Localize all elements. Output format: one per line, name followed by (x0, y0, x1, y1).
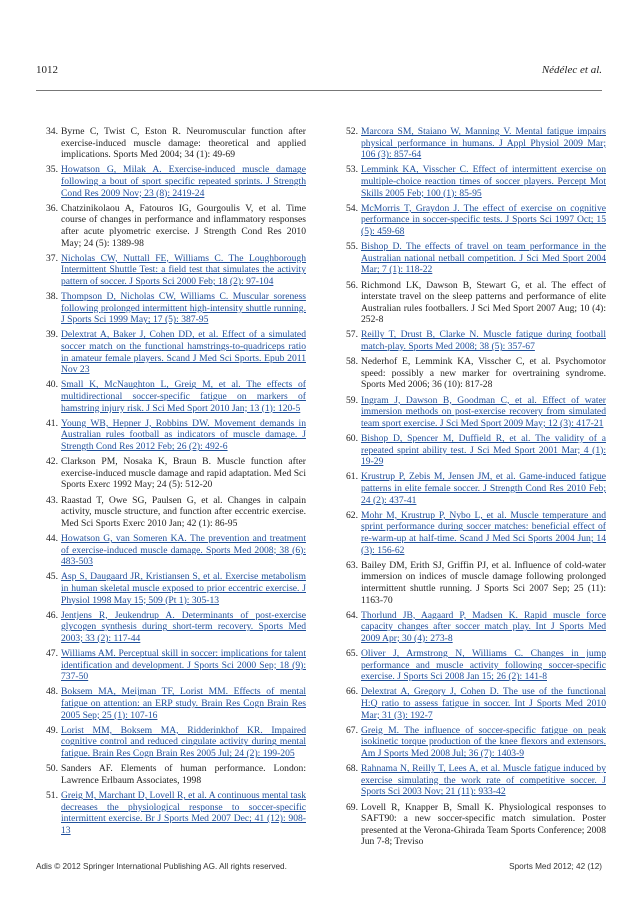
reference-number: 66. (346, 686, 358, 698)
reference-link[interactable]: Rahnama N, Reilly T, Lees A, et al. Muscle fatigue induced by exercise simulating the work rate of competitive soccer. J Sports Sci 2003 Nov; 21 (11): 933-42 (361, 763, 606, 798)
reference-item[interactable] (336, 203, 606, 238)
reference-number: 49. (46, 724, 58, 736)
reference-item[interactable] (336, 471, 606, 506)
reference-link[interactable]: Young WB, Hepner J, Robbins DW. Movement demands in Australian rules football as indicators of muscle damage. J Strength Cond Res 2012 Feb; 26 (2): 492-6 (61, 417, 306, 452)
reference-item[interactable] (36, 418, 306, 453)
reference-number: 69. (346, 801, 358, 813)
reference-item[interactable] (336, 395, 606, 430)
reference-item (36, 203, 306, 249)
reference-item[interactable] (36, 686, 306, 721)
reference-number: 54. (346, 202, 358, 214)
reference-link[interactable]: Asp S, Daugaard JR, Kristiansen S, et al. Exercise metabolism in human skeletal muscle exposed to prior eccentric exercise. J Physiol 1998 May 15; 509 (Pt 1): 305-13 (61, 571, 306, 606)
reference-number: 44. (46, 532, 58, 544)
reference-item[interactable] (336, 164, 606, 199)
reference-item[interactable] (336, 648, 606, 683)
reference-item[interactable] (336, 126, 606, 161)
reference-link[interactable]: McMorris T, Graydon J. The effect of exercise on cognitive performance in soccer-specific tests. J Sports Sci 1997 Oct; 15 (5): 459-68 (361, 202, 606, 237)
reference-number: 60. (346, 433, 358, 444)
reference-text: Byrne C, Twist C, Eston R. Neuromuscular function after exercise-induced muscle damage: theoretical and applied implications. Sports Med 2004; 34 (1): 49-69 (61, 126, 306, 161)
reference-link[interactable]: Thompson D, Nicholas CW, Williams C. Muscular soreness following prolonged intermittent high-intensity shuttle running. J Sports Sci 1999 May; 17 (5): 387-95 (61, 291, 306, 326)
reference-number: 47. (46, 648, 58, 660)
reference-item (336, 356, 606, 391)
reference-number: 59. (346, 394, 358, 406)
reference-number: 34. (46, 126, 58, 137)
reference-number: 43. (46, 494, 58, 506)
reference-text: Richmond LK, Dawson B, Stewart G, et al. The effect of interstate travel on the sleep patterns and performance of elite Australian rules footballers. J Sci Med Sport 2007 Aug; 10 (4): 252-8 (361, 279, 606, 326)
reference-item[interactable] (336, 725, 606, 760)
reference-link[interactable]: Lemmink KA, Visscher C. Effect of intermittent exercise on multiple-choice reaction times of soccer players. Percept Mot Skills 2005 Feb; 100 (1): 85-95 (361, 164, 606, 199)
reference-link[interactable]: Howatson G, van Someren KA. The prevention and treatment of exercise-induced muscle damage. Sports Med 2008; 38 (6): 483-503 (61, 532, 306, 568)
reference-number: 55. (346, 241, 358, 253)
reference-number: 48. (46, 686, 58, 698)
page-header (36, 64, 602, 82)
reference-number: 51. (46, 789, 58, 801)
reference-item[interactable] (36, 790, 306, 836)
reference-text: Chatzinikolaou A, Fatouros IG, Gourgoulis V, et al. Time course of changes in performance and inflammatory responses after acute plyometric exercise. J Strength Cond Res 2010 May; 24 (5): 1389-98 (61, 202, 306, 249)
reference-item[interactable] (336, 241, 606, 276)
reference-link[interactable]: Bishop D, Spencer M, Duffield R, et al. The validity of a repeated sprint ability test. J Sci Med Sport 2001 Mar; 4 (1): 19-29 (361, 433, 606, 468)
reference-link[interactable]: Marcora SM, Staiano W, Manning V. Mental fatigue impairs physical performance in humans. J Appl Physiol 2009 Mar; 106 (3): 857-64 (361, 126, 606, 161)
reference-item[interactable] (36, 648, 306, 683)
reference-number: 38. (46, 291, 58, 303)
journal-citation: Sports Med 2012; 42 (12) (509, 862, 602, 871)
references-right-column (336, 126, 606, 852)
reference-link[interactable]: Greig M, Marchant D, Lovell R, et al. A continuous mental task decreases the physiological response to soccer-specific intermittent exercise. Br J Sports Med 2007 Dec; 41 (12): 908-13 (61, 789, 306, 836)
reference-item[interactable] (36, 725, 306, 760)
reference-number: 50. (46, 763, 58, 775)
reference-item[interactable] (336, 610, 606, 645)
reference-item[interactable] (336, 433, 606, 468)
reference-text: Nederhof E, Lemmink KA, Visscher C, et al. Psychomotor speed: possibly a new marker for overtraining syndrome. Sports Med 2006; 36 (10): 817-28 (361, 356, 606, 391)
reference-link[interactable]: Mohr M, Krustrup P, Nybo L, et al. Muscle temperature and sprint performance during soccer matches: beneficial effect of re-warm-up at half-time. Scand J Med Sci Sports 2004 Jun; 14 (3): 156-62 (361, 509, 606, 556)
reference-link[interactable]: Nicholas CW, Nuttall FE, Williams C. The Loughborough Intermittent Shuttle Test: a field test that simulates the activity pattern of soccer. J Sports Sci 2000 Feb; 18 (2): 97-104 (61, 252, 306, 287)
reference-text: Lovell R, Knapper B, Small K. Physiological responses to SAFT90: a new soccer-specific match simulation. Poster presented at the Verona-Ghirada Team Sports Conference; 2008 Jun 7-8; Treviso (361, 801, 606, 848)
copyright-notice: Adis © 2012 Springer International Publishing AG. All rights reserved. (36, 862, 287, 871)
reference-item (336, 802, 606, 848)
reference-text: Clarkson PM, Nosaka K, Braun B. Muscle function after exercise-induced muscle damage and rapid adaptation. Med Sci Sports Exerc 1992 May; 24 (5): 512-20 (61, 456, 306, 491)
reference-link[interactable]: Boksem MA, Meijman TF, Lorist MM. Effects of mental fatigue on attention: an ERP study. Brain Res Cogn Brain Res 2005 Sep; 25 (1): 107-16 (61, 686, 306, 721)
reference-number: 41. (46, 417, 58, 429)
reference-item (336, 280, 606, 326)
reference-number: 53. (346, 164, 358, 176)
reference-number: 46. (46, 609, 58, 621)
reference-link[interactable]: Thorlund JB, Aagaard P, Madsen K. Rapid muscle force capacity changes after soccer match play. Int J Sports Med 2009 Apr; 30 (4): 273-8 (361, 609, 606, 644)
reference-item[interactable] (336, 763, 606, 798)
reference-link[interactable]: Delextrat A, Baker J, Cohen DD, et al. Effect of a simulated soccer match on the functional hamstrings-to-quadriceps ratio in amateur female players. Scand J Med Sci Sports. Epub 2011 Nov 23 (61, 329, 306, 376)
reference-number: 35. (46, 164, 58, 176)
reference-item[interactable] (336, 329, 606, 352)
reference-item[interactable] (36, 571, 306, 606)
reference-link[interactable]: Delextrat A, Gregory J, Cohen D. The use of the functional H:Q ratio to assess fatigue in soccer. Int J Sports Med 2010 Mar; 31 (3): 192-7 (361, 686, 606, 721)
reference-text: Bailey DM, Erith SJ, Griffin PJ, et al. Influence of cold-water immersion on indices of muscle damage following prolonged intermittent shuttle running. J Sports Sci 2007 Sep; 25 (11): 1163-70 (361, 559, 606, 606)
reference-item[interactable] (336, 686, 606, 721)
reference-item[interactable] (36, 610, 306, 645)
reference-number: 36. (46, 202, 58, 214)
reference-number: 56. (346, 279, 358, 291)
reference-item[interactable] (36, 253, 306, 288)
reference-number: 68. (346, 763, 358, 775)
reference-item[interactable] (36, 164, 306, 199)
reference-item (36, 763, 306, 786)
reference-number: 52. (346, 126, 358, 137)
reference-number: 40. (46, 379, 58, 391)
reference-item[interactable] (36, 533, 306, 568)
reference-item (36, 495, 306, 530)
reference-number: 61. (346, 471, 358, 483)
reference-item (36, 456, 306, 491)
references-left-column (36, 126, 306, 840)
reference-text: Sanders AF. Elements of human performance. London: Lawrence Erlbaum Associates, 1998 (61, 763, 306, 786)
reference-item[interactable] (36, 329, 306, 375)
reference-number: 62. (346, 509, 358, 521)
reference-item[interactable] (36, 291, 306, 326)
reference-number: 63. (346, 559, 358, 571)
reference-link[interactable]: Oliver J, Armstrong N, Williams C. Changes in jump performance and muscle activity following soccer-specific exercise. J Sports Sci 2008 Jan 15; 26 (2): 141-8 (361, 648, 606, 683)
reference-link[interactable]: Reilly T, Drust B, Clarke N. Muscle fatigue during football match-play. Sports Med 2008; 38 (5): 357-67 (361, 329, 606, 353)
reference-item[interactable] (336, 510, 606, 556)
reference-item[interactable] (36, 379, 306, 414)
reference-link[interactable]: Krustrup P, Zebis M, Jensen JM, et al. Game-induced fatigue patterns in elite female soccer. J Strength Cond Res 2010 Feb; 24 (2): 437-41 (361, 471, 606, 506)
header-rule (36, 90, 602, 91)
reference-link[interactable]: Ingram J, Dawson B, Goodman C, et al. Effect of water immersion methods on post-exercise recovery from simulated team sport exercise. J Sci Med Sport 2009 May; 12 (3): 417-21 (361, 394, 606, 429)
reference-link[interactable]: Williams AM. Perceptual skill in soccer: implications for talent identification and development. J Sports Sci 2000 Sep; 18 (9): 737-50 (61, 648, 306, 683)
reference-link[interactable]: Jentjens R, Jeukendrup A. Determinants of post-exercise glycogen synthesis during short-term recovery. Sports Med 2003; 33 (2): 117-44 (61, 609, 306, 644)
reference-number: 45. (46, 571, 58, 583)
running-authors: Nédélec et al. (541, 64, 602, 76)
reference-link[interactable]: Lorist MM, Boksem MA, Ridderinkhof KR. Impaired cognitive control and reduced cingulate activity during mental fatigue. Brain Res Cogn Brain Res 2005 Jul; 24 (2): 199-205 (61, 724, 306, 759)
reference-item (36, 126, 306, 161)
reference-item (336, 560, 606, 606)
reference-number: 57. (346, 329, 358, 341)
reference-number: 64. (346, 609, 358, 621)
page-number: 1012 (36, 64, 58, 76)
reference-link[interactable]: Greig M. The influence of soccer-specific fatigue on peak isokinetic torque production of the knee flexors and extensors. Am J Sports Med 2008 Jul; 36 (7): 1403-9 (361, 724, 606, 759)
reference-link[interactable]: Howatson G, Milak A. Exercise-induced muscle damage following a bout of sport specific repeated sprints. J Strength Cond Res 2009 Nov; 23 (8): 2419-24 (61, 164, 306, 199)
reference-number: 65. (346, 648, 358, 660)
reference-number: 39. (46, 329, 58, 341)
reference-number: 37. (46, 252, 58, 264)
reference-link[interactable]: Small K, McNaughton L, Greig M, et al. The effects of multidirectional soccer-specific fatigue on markers of hamstring injury risk. J Sci Med Sport 2010 Jan; 13 (1): 120-5 (61, 379, 306, 414)
reference-text: Raastad T, Owe SG, Paulsen G, et al. Changes in calpain activity, muscle structure, and function after eccentric exercise. Med Sci Sports Exerc 2010 Jan; 42 (1): 86-95 (61, 494, 306, 529)
reference-number: 67. (346, 724, 358, 736)
reference-link[interactable]: Bishop D. The effects of travel on team performance in the Australian national netball competition. J Sci Med Sport 2004 Mar; 7 (1): 118-22 (361, 241, 606, 276)
reference-number: 58. (346, 356, 358, 368)
reference-number: 42. (46, 456, 58, 468)
